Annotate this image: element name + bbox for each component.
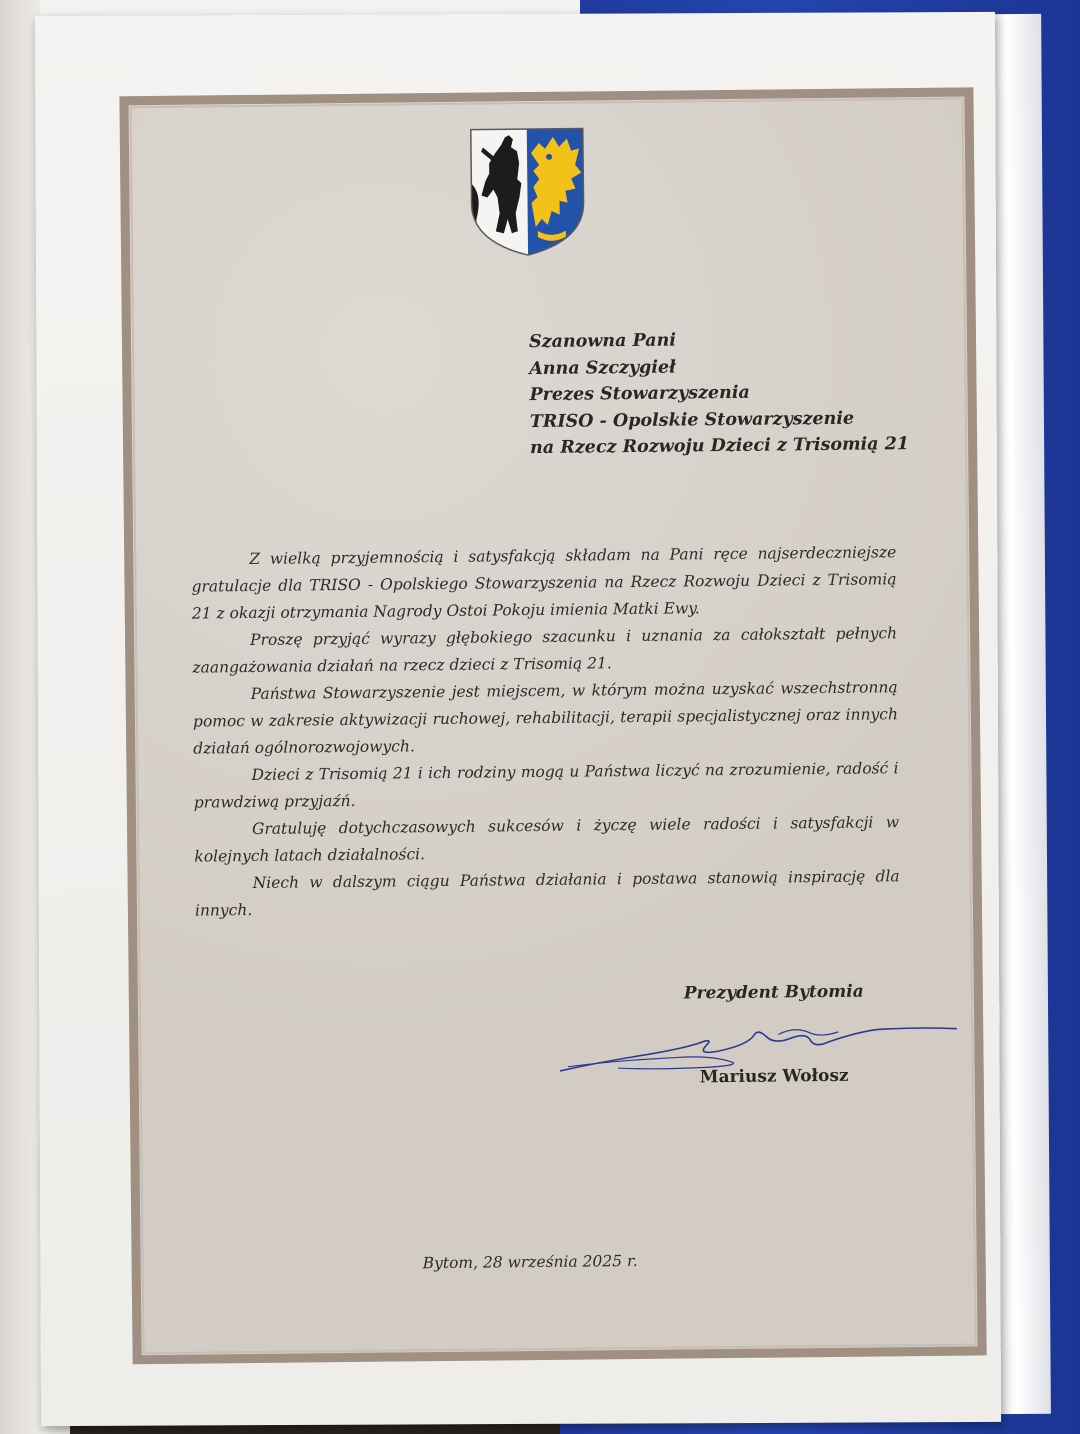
recipient-block <box>529 324 970 461</box>
body-paragraph: Niech w dalszym ciągu Państwa działania i postawa stanowią inspirację dla innych. <box>194 867 900 920</box>
recipient-name: Anna Szczygieł <box>529 357 676 379</box>
place-and-date: Bytom, 28 września 2025 r. <box>422 1251 638 1273</box>
letter-body <box>191 539 900 924</box>
body-paragraph: Gratuluję dotychczasowych sukcesów i życzę wiele radości i satysfakcji w kolejnych latach działalności. <box>194 813 900 866</box>
recipient-salutation: Szanowna Pani <box>528 330 677 353</box>
recipient-organization: TRISO - Opolskie Stowarzyszenie <box>529 408 855 432</box>
body-paragraph: Dzieci z Trisomią 21 i ich rodziny mogą u Państwa liczyć na zrozumienie, radość i prawdziwą przyjaźń. <box>193 759 899 812</box>
signatory-title: Prezydent Bytomia <box>683 981 864 1004</box>
body-paragraph: Z wielką przyjemnością i satysfakcją składam na Pani ręce najserdeczniejsze gratulacje dla TRISO - Opolskiego Stowarzyszenia na Rzecz Rozwoju Dzieci z Trisomią 21 z okazji otrzymania Nagrody Ostoi Pokoju imienia Matki Ewy. <box>191 543 897 623</box>
recipient-organization-cont: na Rzecz Rozwoju Dzieci z Trisomią 21 <box>530 434 910 459</box>
recipient-position: Prezes Stowarzyszenia <box>529 382 750 406</box>
body-paragraph: Państwa Stowarzyszenie jest miejscem, w którym można uzyskać wszechstronną pomoc w zakresie aktywizacji ruchowej, rehabilitacji, terapii specjalistycznej oraz innych działań ogólnorozwojowych. <box>192 678 899 758</box>
letter-sheet <box>119 87 986 1364</box>
body-paragraph: Proszę przyjąć wyrazy głębokiego szacunku i uznania za całokształt pełnych zaangażowania działań na rzecz dzieci z Trisomią 21. <box>192 624 898 677</box>
bytom-coat-of-arms-icon <box>467 122 588 259</box>
signatory-name: Mariusz Wołosz <box>699 1065 849 1088</box>
letter-card <box>35 12 1001 1426</box>
